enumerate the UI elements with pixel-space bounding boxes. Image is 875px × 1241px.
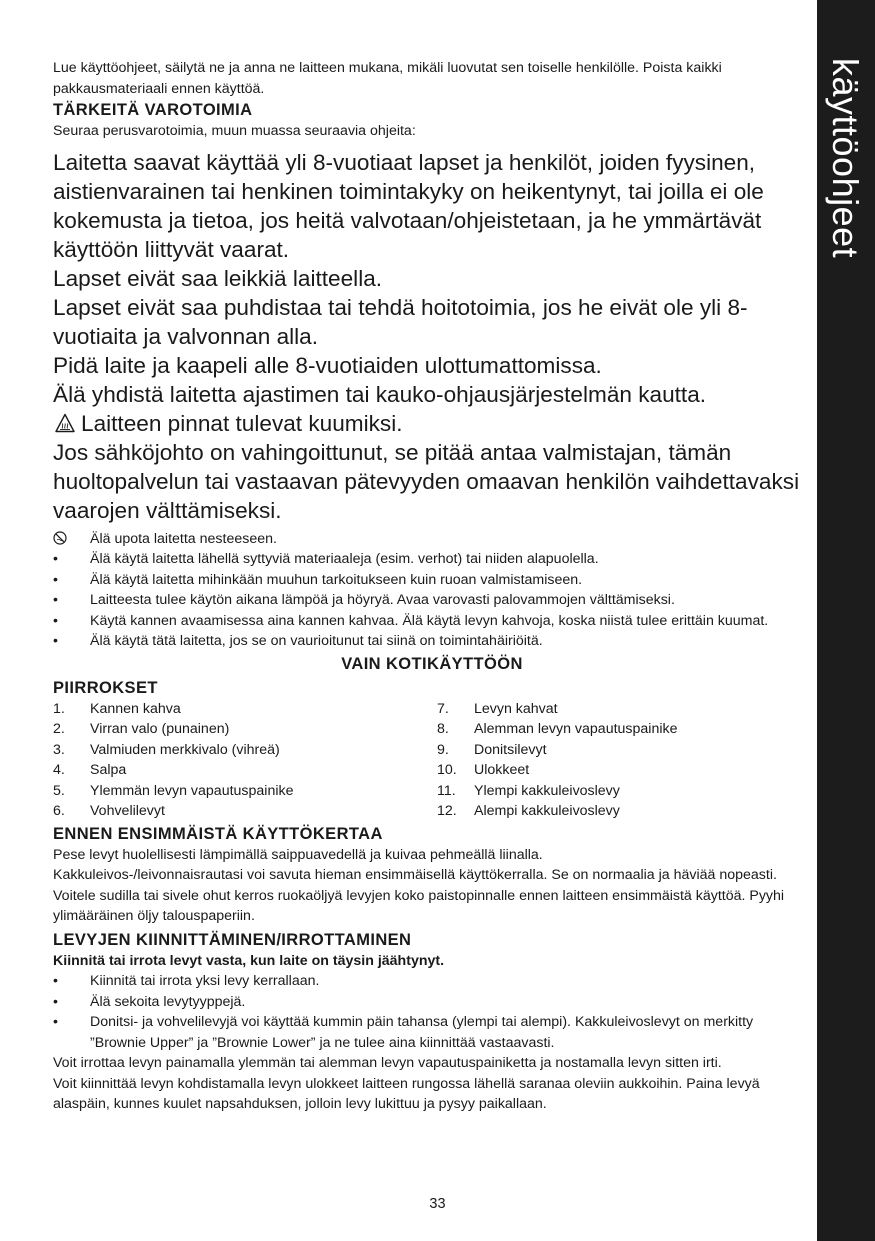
part-number: 3.: [53, 741, 65, 758]
part-item: [437, 760, 811, 781]
warning-item: Laitetta saavat käyttää yli 8-vuotiaat lapset ja henkilöt, joiden fyysinen, aistienvarainen tai henkinen toimintakyky on heikentynyt, tai joilla ei ole kokemusta ja tietoa, jos heitä valvotaan/ohjeistetaan, ja he ymmärtävät käyttöön liittyvät vaarat.: [53, 149, 764, 262]
part-item: [53, 699, 437, 720]
part-label: Valmiuden merkkivalo (vihreä): [90, 741, 280, 758]
part-item: [53, 801, 437, 822]
bullet: •: [53, 551, 58, 567]
list-item: [53, 1012, 811, 1053]
part-label: Kannen kahva: [90, 700, 181, 717]
no-immerse-icon: [53, 531, 67, 545]
part-item: [437, 719, 811, 740]
plates-heading: LEVYJEN KIINNITTÄMINEN/IRROTTAMINEN: [53, 930, 412, 949]
first-use-paragraph: Kakkuleivos-/leivonnaisrautasi voi savuta hieman ensimmäisellä käyttökerralla. Se on normaalia ja häviää nopeasti.: [53, 867, 777, 883]
part-item: [53, 719, 437, 740]
part-item: [53, 740, 437, 761]
part-number: 10.: [437, 762, 457, 778]
part-label: Donitsilevyt: [474, 741, 547, 758]
warning-item: Älä yhdistä laitetta ajastimen tai kauko-ohjausjärjestelmän kautta.: [53, 381, 707, 407]
list-item: [53, 590, 811, 611]
list-item-text: Älä upota laitetta nesteeseen.: [90, 530, 277, 547]
part-label: Ulokkeet: [474, 762, 530, 778]
household-use-notice: VAIN KOTIKÄYTTÖÖN: [341, 654, 523, 673]
part-number: 4.: [53, 762, 65, 778]
warning-item: Lapset eivät saa leikkiä laitteella.: [53, 265, 383, 291]
part-number: 2.: [53, 721, 65, 737]
bullet: •: [53, 633, 58, 649]
list-item-text: Donitsi- ja vohvelilevyjä voi käyttää kummin päin tahansa (ylempi tai alempi). Kakkuleivoslevyt on merkitty ”Brownie Upper” ja ”Brownie Lower” ja ne tulee aina kiinnittää vastaavasti.: [90, 1014, 754, 1051]
list-item: [53, 529, 811, 550]
warnings-subtitle: Seuraa perusvarotoimia, muun muassa seuraavia ohjeita:: [53, 123, 416, 139]
bullet: •: [53, 571, 58, 588]
section-side-tab: [817, 0, 875, 1241]
plates-bullet-list: [53, 971, 811, 1053]
part-label: Ylempi kakkuleivoslevy: [474, 782, 620, 799]
part-item: [437, 699, 811, 720]
list-item: [53, 549, 811, 570]
warnings-bullet-list: [53, 529, 811, 652]
list-item-text: Älä sekoita levytyyppejä.: [90, 993, 246, 1010]
intro-text: Lue käyttöohjeet, säilytä ne ja anna ne laitteen mukana, mikäli luovutat sen toiselle henkilölle. Poista kaikki pakkausmateriaali ennen käyttöä.: [53, 60, 722, 97]
part-label: Alemman levyn vapautuspainike: [474, 721, 678, 737]
page-content: [53, 58, 811, 1115]
parts-column-left: [53, 699, 437, 822]
bullet: •: [53, 612, 58, 629]
list-item: [53, 631, 811, 652]
parts-column-right: [437, 699, 811, 822]
warning-item: Lapset eivät saa puhdistaa tai tehdä hoitotoimia, jos he eivät ole yli 8-vuotiaita ja valvonnan alla.: [53, 294, 748, 349]
no-immerse-icon-wrap: [53, 529, 73, 550]
drawings-heading: PIIRROKSET: [53, 678, 158, 697]
section-side-tab-label: käyttöohjeet: [825, 58, 866, 259]
part-label: Virran valo (punainen): [90, 721, 230, 737]
warnings-large-text: [53, 148, 811, 525]
part-number: 7.: [437, 700, 449, 717]
warning-item: Pidä laite ja kaapeli alle 8-vuotiaiden ulottumattomissa.: [53, 352, 602, 378]
part-item: [53, 781, 437, 802]
hot-surface-warning-text: Laitteen pinnat tulevat kuumiksi.: [81, 410, 403, 436]
bullet: •: [53, 1014, 58, 1030]
drawings-parts-list: [53, 699, 811, 822]
part-item: [437, 781, 811, 802]
plates-cool-note: Kiinnitä tai irrota levyt vasta, kun laite on täysin jäähtynyt.: [53, 952, 445, 969]
part-number: 1.: [53, 700, 65, 717]
list-item: [53, 992, 811, 1013]
list-item-text: Älä käytä laitetta mihinkään muuhun tarkoitukseen kuin ruoan valmistamiseen.: [90, 571, 583, 588]
hot-surface-warning-icon: [55, 413, 75, 433]
warning-item: Jos sähköjohto on vahingoittunut, se pitää antaa valmistajan, tämän huoltopalvelun tai vastaavan pätevyyden omaavan henkilön vaihdettavaksi vaarojen välttämiseksi.: [53, 439, 800, 523]
list-item: [53, 971, 811, 992]
part-number: 5.: [53, 782, 65, 799]
part-number: 8.: [437, 721, 449, 737]
part-label: Levyn kahvat: [474, 700, 558, 717]
part-number: 11.: [437, 782, 456, 799]
bullet: •: [53, 592, 58, 608]
list-item-text: Älä käytä tätä laitetta, jos se on vaurioitunut tai siinä on toimintahäiriöitä.: [90, 633, 543, 649]
first-use-paragraph: Voitele sudilla tai sivele ohut kerros ruokaöljyä levyjen koko paistopinnalle ennen laitteen ensimmäistä käyttöä. Pyyhi ylimääräinen öljy talouspaperiin.: [53, 887, 785, 924]
part-item: [53, 760, 437, 781]
list-item-text: Käytä kannen avaamisessa aina kannen kahvaa. Älä käytä levyn kahvoja, koska niistä tulee erittäin kuumat.: [90, 612, 769, 629]
part-item: [437, 801, 811, 822]
bullet: •: [53, 973, 58, 989]
part-number: 9.: [437, 741, 449, 758]
part-label: Ylemmän levyn vapautuspainike: [90, 782, 294, 799]
part-label: Vohvelilevyt: [90, 803, 165, 819]
list-item-text: Kiinnitä tai irrota yksi levy kerrallaan.: [90, 973, 320, 989]
warnings-heading: TÄRKEITÄ VAROTOIMIA: [53, 101, 253, 119]
part-label: Salpa: [90, 762, 127, 778]
list-item-text: Älä käytä laitetta lähellä syttyviä materiaaleja (esim. verhot) tai niiden alapuolella.: [90, 551, 599, 567]
part-number: 12.: [437, 803, 457, 819]
bullet: •: [53, 993, 58, 1010]
part-label: Alempi kakkuleivoslevy: [474, 803, 620, 819]
part-number: 6.: [53, 803, 65, 819]
plates-paragraph: Voit kiinnittää levyn kohdistamalla levyn ulokkeet laitteen rungossa lähellä saranaa oleviin aukkoihin. Paina levyä alaspäin, kunnes kuulet napsahduksen, jolloin levy lukittuu ja pysyy paikallaan.: [53, 1075, 760, 1112]
hot-surface-warning: [53, 409, 811, 438]
first-use-heading: ENNEN ENSIMMÄISTÄ KÄYTTÖKERTAA: [53, 824, 383, 843]
part-item: [437, 740, 811, 761]
list-item: [53, 570, 811, 591]
first-use-paragraph: Pese levyt huolellisesti lämpimällä saippuavedellä ja kuivaa pehmeällä liinalla.: [53, 846, 543, 863]
plates-paragraph: Voit irrottaa levyn painamalla ylemmän tai alemman levyn vapautuspainiketta ja nostamalla levyn sitten irti.: [53, 1055, 722, 1071]
list-item-text: Laitteesta tulee käytön aikana lämpöä ja höyryä. Avaa varovasti palovammojen välttämiseksi.: [90, 592, 675, 608]
list-item: [53, 611, 811, 632]
page-number: 33: [429, 1196, 446, 1212]
